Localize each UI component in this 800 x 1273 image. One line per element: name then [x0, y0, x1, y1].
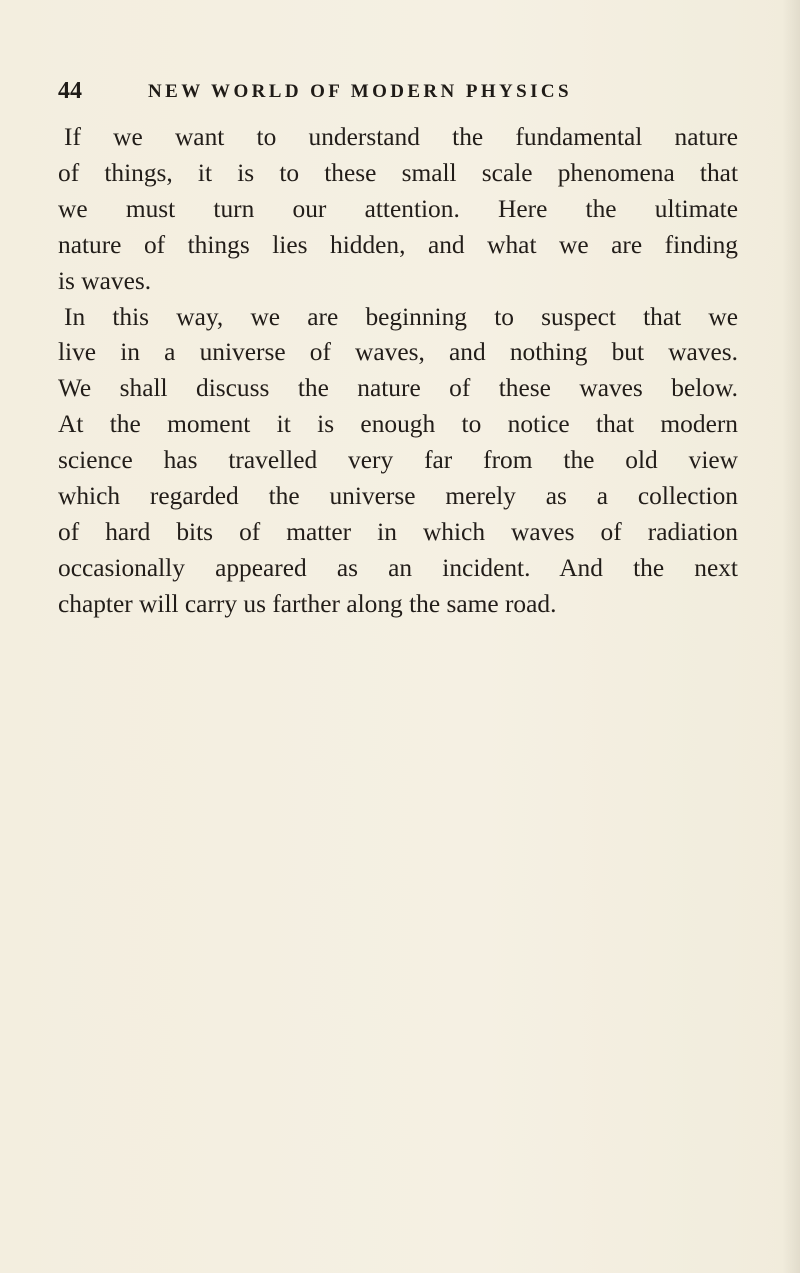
text-line: of hard bits of matter in which waves of radiation — [58, 517, 738, 546]
text-line: We shall discuss the nature of these waves below. — [58, 374, 738, 403]
book-title: NEW WORLD OF MODERN PHYSICS — [148, 81, 572, 102]
text-line: we must turn our attention. Here the ultimate — [58, 194, 738, 223]
text-line: which regarded the universe merely as a collection — [58, 482, 738, 511]
running-header — [58, 76, 658, 112]
text-line: occasionally appeared as an incident. And the next — [58, 553, 738, 582]
paragraph-1 — [58, 120, 738, 300]
text-line: science has travelled very far from the old view — [58, 446, 738, 475]
text-line: of things, it is to these small scale phenomena that — [58, 158, 738, 187]
text-line: In this way, we are beginning to suspect that we — [64, 302, 738, 331]
paragraph-2 — [58, 300, 738, 623]
text-line: nature of things lies hidden, and what we are finding — [58, 230, 738, 259]
text-line: chapter will carry us farther along the same road. — [58, 589, 557, 618]
page-edge-shadow — [782, 0, 800, 1273]
text-line: If we want to understand the fundamental nature — [64, 123, 738, 151]
text-line: is waves. — [58, 266, 152, 295]
text-line: live in a universe of waves, and nothing but waves. — [58, 338, 738, 367]
body-text — [58, 120, 738, 623]
page-number: 44 — [58, 78, 82, 104]
text-line: At the moment it is enough to notice that modern — [58, 410, 738, 439]
